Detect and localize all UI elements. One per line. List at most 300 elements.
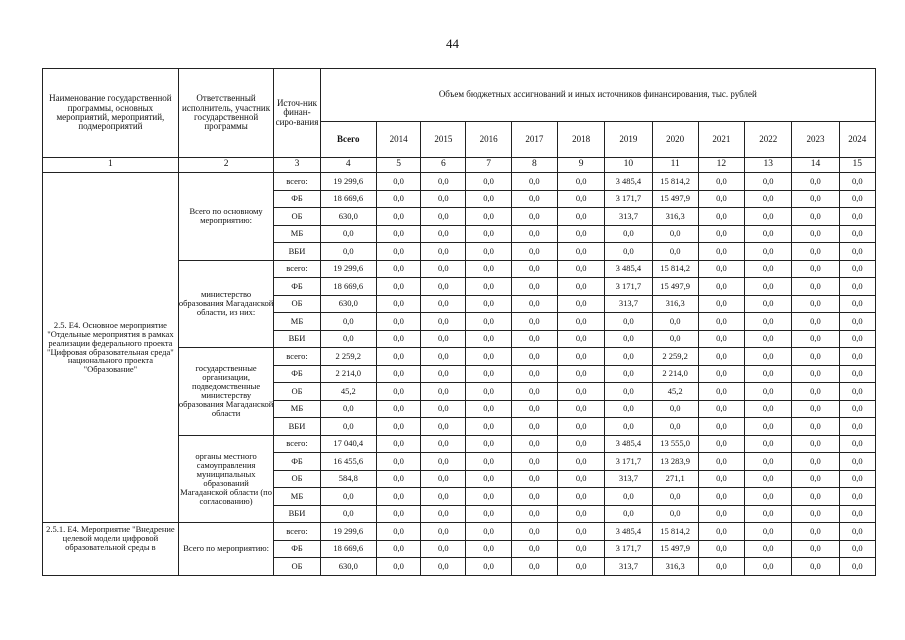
year-value-cell: 0,0 (698, 295, 744, 313)
year-value-cell: 13 555,0 (652, 435, 698, 453)
year-value-cell: 0,0 (745, 505, 792, 523)
year-value-cell: 0,0 (558, 278, 605, 296)
year-value-cell: 0,0 (605, 313, 652, 331)
year-value-cell: 313,7 (605, 208, 652, 226)
header-responsible: Ответственный исполнитель, участник государственной программы (178, 69, 274, 158)
year-value-cell: 0,0 (558, 523, 605, 541)
column-number: 4 (320, 158, 376, 173)
year-value-cell: 0,0 (466, 558, 511, 576)
year-value-cell: 0,0 (376, 348, 420, 366)
year-value-cell: 0,0 (652, 418, 698, 436)
year-value-cell: 2 259,2 (652, 348, 698, 366)
year-value-cell: 0,0 (839, 190, 875, 208)
year-value-cell: 0,0 (652, 330, 698, 348)
year-value-cell: 0,0 (511, 453, 557, 471)
year-value-cell: 0,0 (792, 383, 839, 401)
year-value-cell: 0,0 (376, 558, 420, 576)
year-value-cell: 0,0 (558, 383, 605, 401)
year-value-cell: 0,0 (792, 348, 839, 366)
year-value-cell: 0,0 (839, 278, 875, 296)
year-value-cell: 3 171,7 (605, 540, 652, 558)
total-cell: 18 669,6 (320, 190, 376, 208)
year-value-cell: 0,0 (376, 278, 420, 296)
year-value-cell: 0,0 (698, 383, 744, 401)
year-value-cell: 0,0 (376, 208, 420, 226)
year-value-cell: 0,0 (839, 365, 875, 383)
year-value-cell: 0,0 (745, 418, 792, 436)
year-value-cell: 3 485,4 (605, 260, 652, 278)
source-cell: ОБ (274, 383, 320, 401)
year-value-cell: 0,0 (605, 225, 652, 243)
column-number: 14 (792, 158, 839, 173)
year-value-cell: 0,0 (792, 470, 839, 488)
year-value-cell: 0,0 (376, 365, 420, 383)
total-cell: 18 669,6 (320, 540, 376, 558)
year-value-cell: 3 171,7 (605, 278, 652, 296)
year-value-cell: 13 283,9 (652, 453, 698, 471)
year-value-cell: 0,0 (745, 470, 792, 488)
year-value-cell: 0,0 (421, 400, 466, 418)
column-number: 7 (466, 158, 511, 173)
year-value-cell: 0,0 (421, 190, 466, 208)
year-value-cell: 0,0 (511, 365, 557, 383)
year-value-cell: 0,0 (558, 400, 605, 418)
year-value-cell: 0,0 (698, 365, 744, 383)
year-value-cell: 0,0 (421, 243, 466, 261)
year-value-cell: 0,0 (376, 190, 420, 208)
year-value-cell: 0,0 (421, 365, 466, 383)
year-value-cell: 0,0 (605, 505, 652, 523)
source-cell: ВБИ (274, 418, 320, 436)
year-value-cell: 0,0 (376, 330, 420, 348)
year-value-cell: 0,0 (466, 190, 511, 208)
year-value-cell: 0,0 (511, 558, 557, 576)
year-value-cell: 0,0 (511, 330, 557, 348)
year-value-cell: 0,0 (792, 260, 839, 278)
year-value-cell: 3 485,4 (605, 523, 652, 541)
year-value-cell: 0,0 (839, 418, 875, 436)
total-cell: 0,0 (320, 243, 376, 261)
year-value-cell: 316,3 (652, 558, 698, 576)
year-value-cell: 0,0 (745, 173, 792, 191)
year-value-cell: 0,0 (511, 243, 557, 261)
year-value-cell: 0,0 (421, 523, 466, 541)
total-cell: 0,0 (320, 313, 376, 331)
responsible-cell: Всего по основному мероприятию: (178, 173, 274, 261)
header-year: 2019 (605, 122, 652, 158)
year-value-cell: 0,0 (376, 400, 420, 418)
year-value-cell: 0,0 (511, 208, 557, 226)
year-value-cell: 0,0 (376, 505, 420, 523)
year-value-cell: 0,0 (698, 488, 744, 506)
year-value-cell: 0,0 (466, 400, 511, 418)
year-value-cell: 0,0 (376, 453, 420, 471)
year-value-cell: 0,0 (698, 260, 744, 278)
year-value-cell: 0,0 (605, 400, 652, 418)
year-value-cell: 0,0 (466, 225, 511, 243)
source-cell: ФБ (274, 453, 320, 471)
year-value-cell: 0,0 (421, 540, 466, 558)
year-value-cell: 0,0 (376, 243, 420, 261)
year-value-cell: 0,0 (792, 488, 839, 506)
total-cell: 18 669,6 (320, 278, 376, 296)
year-value-cell: 0,0 (605, 383, 652, 401)
total-cell: 19 299,6 (320, 173, 376, 191)
year-value-cell: 0,0 (698, 225, 744, 243)
year-value-cell: 0,0 (652, 243, 698, 261)
year-value-cell: 0,0 (421, 558, 466, 576)
year-value-cell: 0,0 (511, 400, 557, 418)
year-value-cell: 0,0 (652, 313, 698, 331)
year-value-cell: 313,7 (605, 295, 652, 313)
year-value-cell: 0,0 (466, 435, 511, 453)
header-year: 2023 (792, 122, 839, 158)
year-value-cell: 0,0 (839, 505, 875, 523)
year-value-cell: 0,0 (511, 488, 557, 506)
year-value-cell: 316,3 (652, 208, 698, 226)
year-value-cell: 2 214,0 (652, 365, 698, 383)
year-value-cell: 0,0 (466, 453, 511, 471)
year-value-cell: 0,0 (839, 313, 875, 331)
year-value-cell: 0,0 (466, 488, 511, 506)
year-value-cell: 0,0 (466, 505, 511, 523)
year-value-cell: 0,0 (558, 365, 605, 383)
year-value-cell: 0,0 (511, 418, 557, 436)
year-value-cell: 0,0 (511, 383, 557, 401)
year-value-cell: 0,0 (421, 453, 466, 471)
year-value-cell: 0,0 (745, 243, 792, 261)
year-value-cell: 0,0 (376, 418, 420, 436)
source-cell: МБ (274, 225, 320, 243)
year-value-cell: 0,0 (792, 173, 839, 191)
year-value-cell: 313,7 (605, 558, 652, 576)
year-value-cell: 0,0 (466, 330, 511, 348)
year-value-cell: 0,0 (698, 313, 744, 331)
header-year: 2024 (839, 122, 875, 158)
year-value-cell: 0,0 (745, 225, 792, 243)
year-value-cell: 0,0 (558, 348, 605, 366)
year-value-cell: 0,0 (698, 523, 744, 541)
source-cell: ФБ (274, 278, 320, 296)
year-value-cell: 0,0 (421, 348, 466, 366)
column-number: 2 (178, 158, 274, 173)
year-value-cell: 0,0 (605, 418, 652, 436)
total-cell: 630,0 (320, 558, 376, 576)
year-value-cell: 0,0 (745, 348, 792, 366)
year-value-cell: 0,0 (792, 278, 839, 296)
year-value-cell: 0,0 (558, 260, 605, 278)
year-value-cell: 0,0 (652, 488, 698, 506)
year-value-cell: 0,0 (792, 523, 839, 541)
year-value-cell: 3 485,4 (605, 173, 652, 191)
activity-name-cell: 2.5. Е4. Основное мероприятие "Отдельные мероприятия в рамках реализации федерального проекта "Цифровая образовательная среда" национального проекта "Образование" (43, 173, 179, 523)
year-value-cell: 0,0 (466, 173, 511, 191)
year-value-cell: 0,0 (745, 540, 792, 558)
year-value-cell: 0,0 (745, 295, 792, 313)
year-value-cell: 0,0 (698, 418, 744, 436)
year-value-cell: 0,0 (558, 488, 605, 506)
year-value-cell: 0,0 (558, 505, 605, 523)
year-value-cell: 271,1 (652, 470, 698, 488)
year-value-cell: 0,0 (558, 313, 605, 331)
year-value-cell: 0,0 (558, 453, 605, 471)
year-value-cell: 0,0 (698, 330, 744, 348)
year-value-cell: 0,0 (698, 208, 744, 226)
year-value-cell: 0,0 (792, 313, 839, 331)
source-cell: МБ (274, 488, 320, 506)
column-number: 3 (274, 158, 320, 173)
year-value-cell: 0,0 (652, 400, 698, 418)
year-value-cell: 0,0 (558, 208, 605, 226)
year-value-cell: 0,0 (558, 225, 605, 243)
source-cell: ОБ (274, 470, 320, 488)
year-value-cell: 0,0 (376, 173, 420, 191)
year-value-cell: 0,0 (421, 295, 466, 313)
year-value-cell: 0,0 (698, 558, 744, 576)
source-cell: МБ (274, 313, 320, 331)
year-value-cell: 0,0 (745, 260, 792, 278)
total-cell: 19 299,6 (320, 523, 376, 541)
header-name: Наименование государственной программы, основных мероприятий, мероприятий, подмероприятий (43, 69, 179, 158)
year-value-cell: 0,0 (376, 470, 420, 488)
header-total: Всего (320, 122, 376, 158)
year-value-cell: 0,0 (466, 540, 511, 558)
responsible-cell: государственные организации, подведомственные министерству образования Магаданской области (178, 348, 274, 436)
total-cell: 2 214,0 (320, 365, 376, 383)
year-value-cell: 0,0 (792, 558, 839, 576)
year-value-cell: 0,0 (745, 488, 792, 506)
year-value-cell: 0,0 (745, 383, 792, 401)
year-value-cell: 0,0 (698, 400, 744, 418)
total-cell: 17 040,4 (320, 435, 376, 453)
year-value-cell: 0,0 (698, 470, 744, 488)
column-number: 6 (421, 158, 466, 173)
year-value-cell: 0,0 (839, 400, 875, 418)
year-value-cell: 0,0 (839, 453, 875, 471)
total-cell: 0,0 (320, 488, 376, 506)
total-cell: 0,0 (320, 418, 376, 436)
responsible-cell: Всего по мероприятию: (178, 523, 274, 576)
year-value-cell: 0,0 (839, 295, 875, 313)
year-value-cell: 0,0 (511, 540, 557, 558)
year-value-cell: 0,0 (511, 505, 557, 523)
year-value-cell: 0,0 (558, 540, 605, 558)
total-cell: 0,0 (320, 505, 376, 523)
column-number: 11 (652, 158, 698, 173)
source-cell: ОБ (274, 558, 320, 576)
source-cell: ОБ (274, 208, 320, 226)
year-value-cell: 45,2 (652, 383, 698, 401)
year-value-cell: 0,0 (376, 523, 420, 541)
year-value-cell: 0,0 (466, 260, 511, 278)
year-value-cell: 0,0 (421, 505, 466, 523)
year-value-cell: 0,0 (698, 278, 744, 296)
year-value-cell: 0,0 (792, 330, 839, 348)
year-value-cell: 0,0 (605, 348, 652, 366)
header-year: 2020 (652, 122, 698, 158)
year-value-cell: 0,0 (745, 453, 792, 471)
source-cell: всего: (274, 348, 320, 366)
year-value-cell: 0,0 (466, 278, 511, 296)
header-year: 2018 (558, 122, 605, 158)
year-value-cell: 0,0 (792, 208, 839, 226)
column-number: 1 (43, 158, 179, 173)
year-value-cell: 0,0 (839, 173, 875, 191)
header-year: 2015 (421, 122, 466, 158)
year-value-cell: 0,0 (511, 225, 557, 243)
year-value-cell: 0,0 (511, 278, 557, 296)
year-value-cell: 0,0 (745, 400, 792, 418)
year-value-cell: 0,0 (839, 330, 875, 348)
source-cell: всего: (274, 260, 320, 278)
source-cell: всего: (274, 435, 320, 453)
year-value-cell: 0,0 (376, 225, 420, 243)
year-value-cell: 313,7 (605, 470, 652, 488)
budget-table (42, 68, 876, 576)
year-value-cell: 0,0 (558, 558, 605, 576)
year-value-cell: 0,0 (792, 400, 839, 418)
header-source: Источ-ник финан-сиро-вания (274, 69, 320, 158)
column-number: 13 (745, 158, 792, 173)
year-value-cell: 0,0 (792, 295, 839, 313)
year-value-cell: 0,0 (698, 190, 744, 208)
year-value-cell: 0,0 (792, 540, 839, 558)
year-value-cell: 0,0 (421, 470, 466, 488)
year-value-cell: 0,0 (605, 365, 652, 383)
year-value-cell: 0,0 (511, 190, 557, 208)
year-value-cell: 0,0 (745, 313, 792, 331)
year-value-cell: 0,0 (466, 313, 511, 331)
column-number: 10 (605, 158, 652, 173)
year-value-cell: 0,0 (421, 260, 466, 278)
year-value-cell: 0,0 (792, 505, 839, 523)
header-volume: Объем бюджетных ассигнований и иных источников финансирования, тыс. рублей (320, 69, 875, 122)
responsible-cell: органы местного самоуправления муниципальных образований Магаданской области (по согласованию) (178, 435, 274, 523)
year-value-cell: 15 497,9 (652, 278, 698, 296)
year-value-cell: 0,0 (652, 225, 698, 243)
year-value-cell: 0,0 (839, 383, 875, 401)
total-cell: 630,0 (320, 295, 376, 313)
year-value-cell: 0,0 (839, 348, 875, 366)
year-value-cell: 0,0 (605, 243, 652, 261)
year-value-cell: 0,0 (376, 260, 420, 278)
year-value-cell: 15 814,2 (652, 523, 698, 541)
year-value-cell: 0,0 (421, 435, 466, 453)
year-value-cell: 0,0 (605, 330, 652, 348)
year-value-cell: 0,0 (698, 540, 744, 558)
total-cell: 0,0 (320, 400, 376, 418)
year-value-cell: 0,0 (792, 435, 839, 453)
year-value-cell: 0,0 (466, 295, 511, 313)
year-value-cell: 0,0 (745, 330, 792, 348)
year-value-cell: 15 814,2 (652, 173, 698, 191)
source-cell: ВБИ (274, 243, 320, 261)
source-cell: ОБ (274, 295, 320, 313)
year-value-cell: 0,0 (605, 488, 652, 506)
total-cell: 19 299,6 (320, 260, 376, 278)
year-value-cell: 0,0 (652, 505, 698, 523)
year-value-cell: 0,0 (421, 330, 466, 348)
year-value-cell: 0,0 (792, 365, 839, 383)
total-cell: 630,0 (320, 208, 376, 226)
source-cell: ФБ (274, 365, 320, 383)
total-cell: 16 455,6 (320, 453, 376, 471)
header-year: 2021 (698, 122, 744, 158)
year-value-cell: 0,0 (421, 313, 466, 331)
year-value-cell: 3 485,4 (605, 435, 652, 453)
header-year: 2022 (745, 122, 792, 158)
year-value-cell: 0,0 (511, 348, 557, 366)
year-value-cell: 0,0 (792, 418, 839, 436)
year-value-cell: 0,0 (466, 365, 511, 383)
year-value-cell: 0,0 (376, 383, 420, 401)
year-value-cell: 0,0 (376, 435, 420, 453)
year-value-cell: 0,0 (466, 383, 511, 401)
year-value-cell: 15 814,2 (652, 260, 698, 278)
year-value-cell: 0,0 (698, 505, 744, 523)
year-value-cell: 0,0 (792, 453, 839, 471)
year-value-cell: 0,0 (698, 435, 744, 453)
column-number: 9 (558, 158, 605, 173)
activity-name-cell: 2.5.1. Е4. Мероприятие "Внедрение целевой модели цифровой образовательной среды в (43, 523, 179, 576)
column-number: 5 (376, 158, 420, 173)
year-value-cell: 0,0 (792, 225, 839, 243)
year-value-cell: 0,0 (511, 313, 557, 331)
year-value-cell: 0,0 (745, 523, 792, 541)
year-value-cell: 316,3 (652, 295, 698, 313)
year-value-cell: 0,0 (839, 435, 875, 453)
year-value-cell: 0,0 (745, 435, 792, 453)
year-value-cell: 0,0 (558, 418, 605, 436)
total-cell: 2 259,2 (320, 348, 376, 366)
year-value-cell: 15 497,9 (652, 190, 698, 208)
year-value-cell: 0,0 (421, 173, 466, 191)
year-value-cell: 15 497,9 (652, 540, 698, 558)
page-number: 44 (446, 36, 459, 51)
column-number: 15 (839, 158, 875, 173)
table-row (43, 173, 876, 191)
year-value-cell: 0,0 (698, 243, 744, 261)
year-value-cell: 0,0 (421, 225, 466, 243)
year-value-cell: 0,0 (792, 243, 839, 261)
source-cell: ВБИ (274, 505, 320, 523)
year-value-cell: 0,0 (421, 278, 466, 296)
total-cell: 45,2 (320, 383, 376, 401)
year-value-cell: 0,0 (376, 313, 420, 331)
year-value-cell: 0,0 (558, 190, 605, 208)
header-year: 2014 (376, 122, 420, 158)
year-value-cell: 0,0 (745, 190, 792, 208)
source-cell: МБ (274, 400, 320, 418)
source-cell: ВБИ (274, 330, 320, 348)
year-value-cell: 0,0 (558, 470, 605, 488)
year-value-cell: 0,0 (511, 435, 557, 453)
year-value-cell: 0,0 (745, 365, 792, 383)
year-value-cell: 0,0 (839, 558, 875, 576)
source-cell: ФБ (274, 190, 320, 208)
total-cell: 0,0 (320, 225, 376, 243)
year-value-cell: 0,0 (466, 523, 511, 541)
year-value-cell: 0,0 (839, 523, 875, 541)
year-value-cell: 3 171,7 (605, 190, 652, 208)
header-year: 2016 (466, 122, 511, 158)
year-value-cell: 0,0 (466, 243, 511, 261)
year-value-cell: 0,0 (839, 260, 875, 278)
year-value-cell: 0,0 (376, 295, 420, 313)
year-value-cell: 0,0 (745, 558, 792, 576)
source-cell: ФБ (274, 540, 320, 558)
total-cell: 0,0 (320, 330, 376, 348)
